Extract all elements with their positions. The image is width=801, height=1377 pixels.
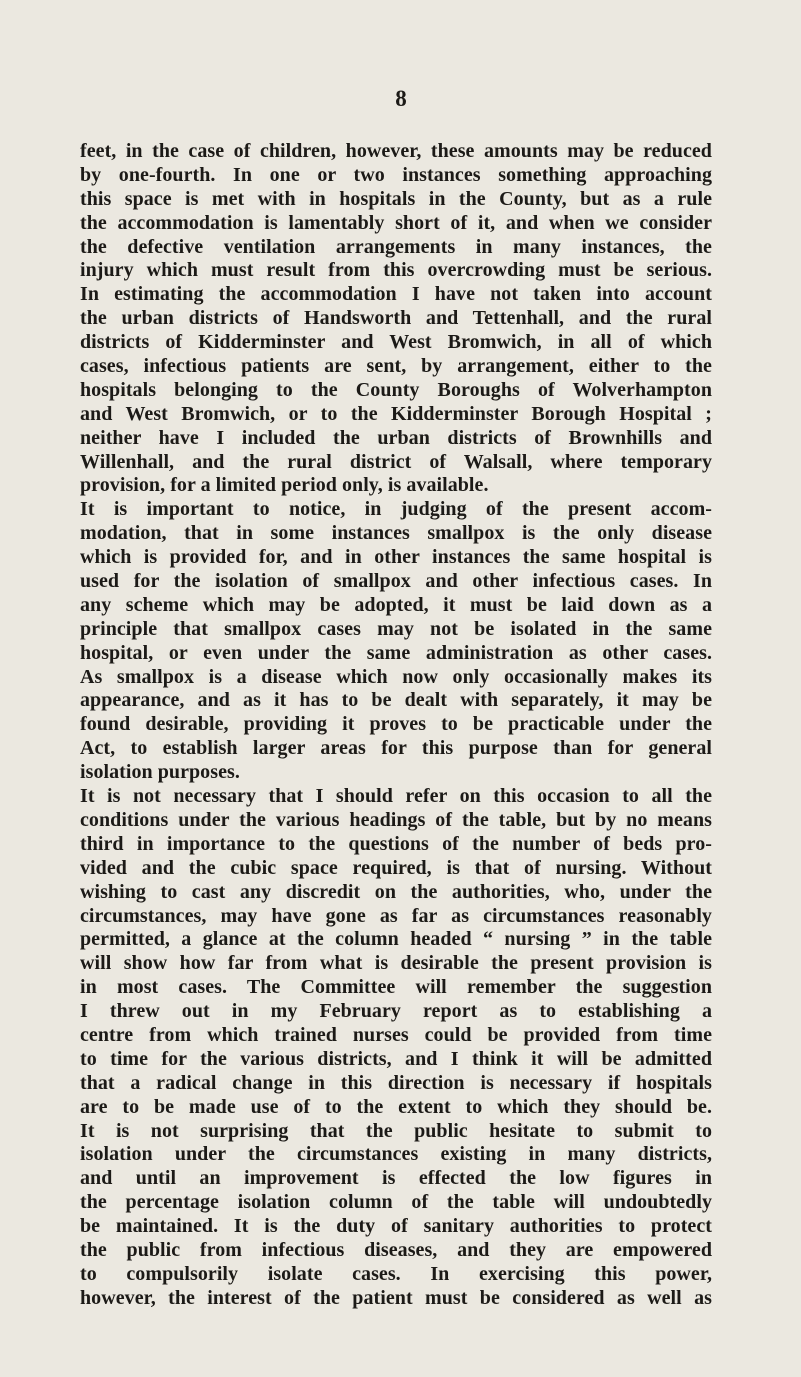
text-line: which is provided for, and in other instances the same hospital is (80, 546, 712, 569)
text-line: In estimating the accommodation I have not taken into account (80, 283, 712, 306)
text-line: however, the interest of the patient must be considered as well as (80, 1286, 712, 1309)
text-line: and until an improvement is effected the low figures in (80, 1167, 712, 1190)
text-line: any scheme which may be adopted, it must be laid down as a (80, 593, 712, 616)
text-line: and West Bromwich, or to the Kidderminster Borough Hospital ; (80, 402, 712, 425)
body-text (80, 140, 712, 1311)
text-line: used for the isolation of smallpox and other infectious cases. In (80, 570, 712, 593)
text-line: Willenhall, and the rural district of Walsall, where temporary (80, 450, 712, 473)
text-line: permitted, a glance at the column headed “ nursing ” in the table (80, 928, 712, 951)
text-line: injury which must result from this overcrowding must be serious. (80, 259, 712, 282)
text-line: As smallpox is a disease which now only occasionally makes its (80, 665, 712, 688)
text-line: districts of Kidderminster and West Bromwich, in all of which (80, 331, 712, 354)
text-line: cases, infectious patients are sent, by arrangement, either to the (80, 355, 712, 378)
text-line: conditions under the various headings of the table, but by no means (80, 808, 712, 831)
text-line: the public from infectious diseases, and they are empowered (80, 1238, 712, 1261)
text-line: provision, for a limited period only, is available. (80, 474, 489, 497)
text-line: the defective ventilation arrangements in many instances, the (80, 235, 712, 258)
text-line: It is important to notice, in judging of the present accom- (80, 498, 712, 521)
text-line: will show how far from what is desirable the present provision is (80, 952, 712, 975)
text-line: are to be made use of to the extent to which they should be. (80, 1095, 712, 1118)
text-line: Act, to establish larger areas for this purpose than for general (80, 737, 712, 760)
text-line: hospital, or even under the same administration as other cases. (80, 641, 712, 664)
text-line: modation, that in some instances smallpox is the only disease (80, 522, 712, 545)
text-line: found desirable, providing it proves to be practicable under the (80, 713, 712, 736)
text-line: third in importance to the questions of the number of beds pro- (80, 832, 712, 855)
text-line: the percentage isolation column of the table will undoubtedly (80, 1191, 712, 1214)
text-line: hospitals belonging to the County Boroughs of Wolverhampton (80, 378, 712, 401)
text-line: by one-fourth. In one or two instances something approaching (80, 163, 712, 186)
text-line: circumstances, may have gone as far as circumstances reasonably (80, 904, 712, 927)
text-line: the accommodation is lamentably short of it, and when we consider (80, 211, 712, 234)
text-line: this space is met with in hospitals in the County, but as a rule (80, 187, 712, 210)
text-line: It is not necessary that I should refer on this occasion to all the (80, 785, 712, 808)
text-line: appearance, and as it has to be dealt with separately, it may be (80, 689, 712, 712)
text-line: I threw out in my February report as to establishing a (80, 1000, 712, 1023)
text-line: centre from which trained nurses could be provided from time (80, 1023, 712, 1046)
text-line: feet, in the case of children, however, these amounts may be reduced (80, 140, 712, 162)
page-number: 8 (395, 86, 407, 111)
text-line: the urban districts of Handsworth and Tettenhall, and the rural (80, 307, 712, 330)
text-line: that a radical change in this direction is necessary if hospitals (80, 1071, 712, 1094)
text-line: isolation under the circumstances existing in many districts, (80, 1143, 712, 1166)
text-line: It is not surprising that the public hesitate to submit to (80, 1119, 712, 1142)
text-line: be maintained. It is the duty of sanitary authorities to protect (80, 1215, 712, 1238)
text-line: to time for the various districts, and I think it will be admitted (80, 1047, 712, 1070)
text-line: wishing to cast any discredit on the authorities, who, under the (80, 880, 712, 903)
text-line: isolation purposes. (80, 761, 240, 784)
text-line: neither have I included the urban districts of Brownhills and (80, 426, 712, 449)
text-line: in most cases. The Committee will remember the suggestion (80, 976, 712, 999)
text-line: principle that smallpox cases may not be isolated in the same (80, 617, 712, 640)
text-line: vided and the cubic space required, is that of nursing. Without (80, 856, 712, 879)
text-line: to compulsorily isolate cases. In exercising this power, (80, 1262, 712, 1285)
